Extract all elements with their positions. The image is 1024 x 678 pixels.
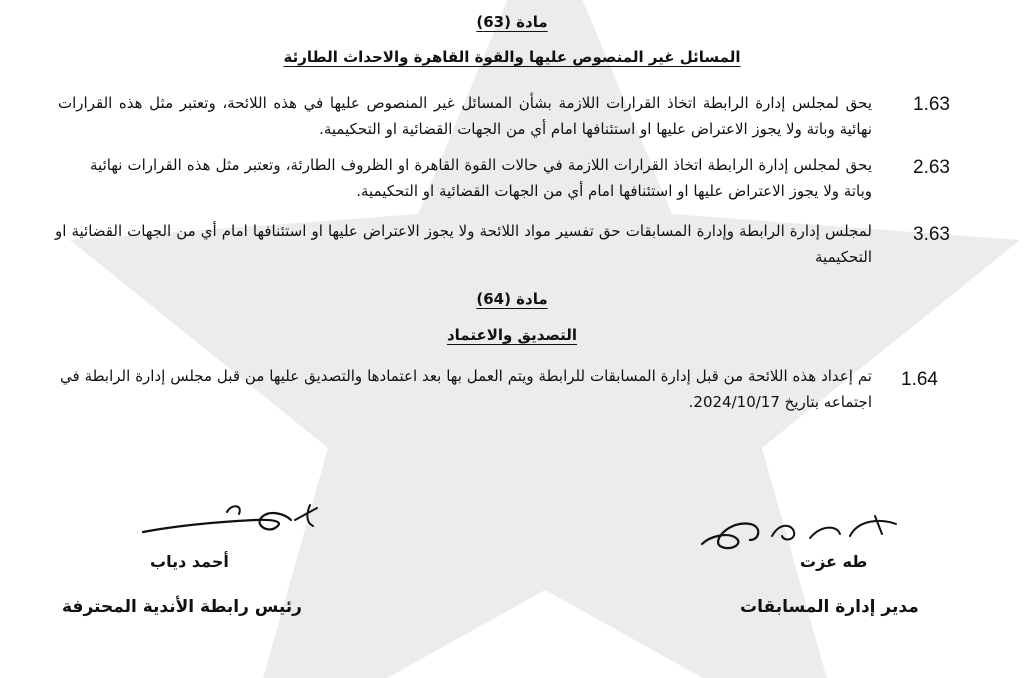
clause-2-63 <box>0 152 1024 212</box>
clause-number: 1.63 <box>913 94 950 115</box>
clause-1-64 <box>0 363 1024 423</box>
article-64-heading: مادة (64) <box>476 290 548 308</box>
left-signatory-name: أحمد دياب <box>150 552 229 571</box>
clause-3-63 <box>0 218 1024 278</box>
article-64-subtitle: التصديق والاعتماد <box>446 326 578 344</box>
right-signatory-name: طه عزت <box>800 552 868 571</box>
clause-text: يحق لمجلس إدارة الرابطة اتخاذ القرارات اللازمة بشأن المسائل غير المنصوص عليها في هذه اللائحة، وتعتبر مثل هذه القرارات نهائية وباتة ولا يجوز الاعتراض عليها او استئنافها امام أي من الجهات القضائية او التحكيمية. <box>58 94 872 138</box>
clause-number: 1.64 <box>901 369 938 390</box>
clause-1-63 <box>0 90 1024 150</box>
left-signatory-title: رئيس رابطة الأندية المحترفة <box>62 597 302 617</box>
right-signatory-title: مدير إدارة المسابقات <box>740 597 919 617</box>
clause-text: لمجلس إدارة الرابطة وإدارة المسابقات حق تفسير مواد اللائحة ولا يجوز الاعتراض عليها او استئنافها امام أي من الجهات القضائية او التحكيمية <box>55 222 872 266</box>
handwritten-signature-icon <box>135 500 335 545</box>
clause-number: 2.63 <box>913 157 950 178</box>
article-63-heading: مادة (63) <box>476 13 548 31</box>
clause-text: يحق لمجلس إدارة الرابطة اتخاذ القرارات اللازمة في حالات القوة القاهرة او الظروف الطارئة، وتعتبر مثل هذه القرارات نهائية وباتة ولا يجوز الاعتراض عليها او استئنافها امام أي من الجهات القضائية او التحكيمية. <box>90 156 872 200</box>
handwritten-signature-icon <box>690 506 915 556</box>
clause-text: تم إعداد هذه اللائحة من قبل إدارة المسابقات للرابطة ويتم العمل بها بعد اعتمادها والتصديق عليها من قبل مجلس إدارة الرابطة في اجتماعه بتاريخ 2024/10/17. <box>60 367 872 411</box>
article-63-subtitle: المسائل غير المنصوص عليها والقوة القاهرة والاحداث الطارئة <box>283 48 741 66</box>
clause-number: 3.63 <box>913 224 950 245</box>
